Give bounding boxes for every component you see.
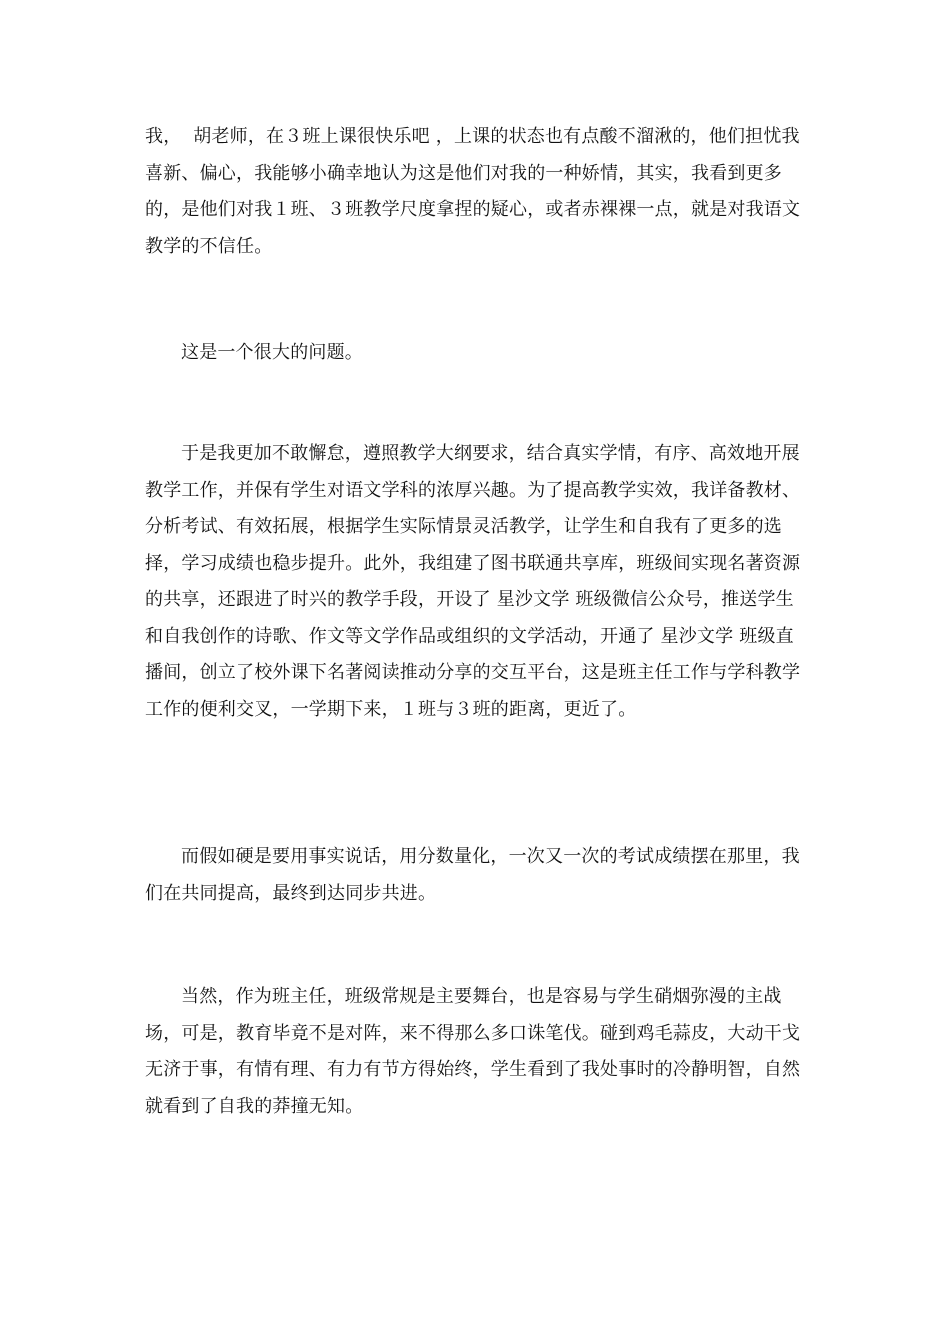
- paragraph-5: 当然，作为班主任，班级常规是主要舞台，也是容易与学生硝烟弥漫的主战场，可是，教育毕竟不是对阵，来不得那么多口诛笔伐。碰到鸡毛蒜皮，大动干戈无济于事，有情有理、有力有节方得始终，学生看到了我处事时的冷静明智，自然就看到了自我的莽撞无知。: [145, 986, 801, 1117]
- paragraph-3: 于是我更加不敢懈怠，遵照教学大纲要求，结合真实学情，有序、高效地开展教学工作，并保有学生对语文学科的浓厚兴趣。为了提高教学实效，我详备教材、分析考试、有效拓展，根据学生实际情景灵活教学，让学生和自我有了更多的选择，学习成绩也稳步提升。此外，我组建了图书联通共享库，班级间实现名著资源的共享，还跟进了时兴的教学手段，开设了 星沙文学 班级微信公众号，推送学生和自我创作的诗歌、作文等文学作品或组织的文学活动，开通了 星沙文学 班级直播间，创立了校外课下名著阅读推动分享的交互平台，这是班主任工作与学科教学工作的便利交叉，一学期下来，１班与３班的距离，更近了。: [145, 443, 801, 720]
- paragraph-2: 这是一个很大的问题。: [181, 342, 363, 363]
- paragraph-4: 而假如硬是要用事实说话，用分数量化，一次又一次的考试成绩摆在那里，我们在共同提高，最终到达同步共进。: [145, 846, 800, 904]
- paragraph-1: 我， 胡老师，在３班上课很快乐吧 ，上课的状态也有点酸不溜湫的，他们担忧我喜新、偏心，我能够小确幸地认为这是他们对我的一种娇情，其实，我看到更多的，是他们对我１班、３班教学尺度拿捏的疑心，或者赤裸裸一点，就是对我语文教学的不信任。: [145, 126, 801, 257]
